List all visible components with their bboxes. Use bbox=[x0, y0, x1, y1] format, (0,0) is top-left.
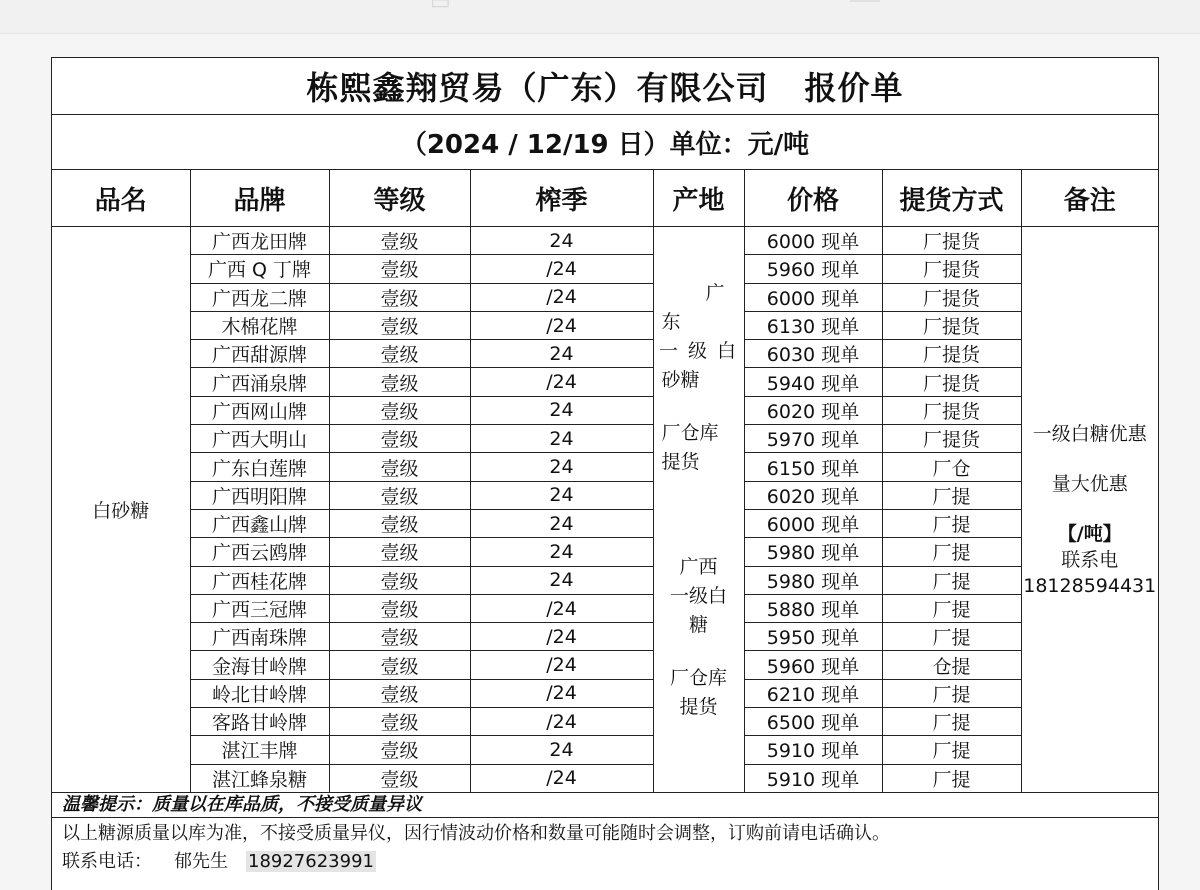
origin-line: 厂仓库 bbox=[661, 422, 719, 444]
price-cell: 6210 现单 bbox=[744, 679, 882, 707]
grade-cell: 壹级 bbox=[329, 651, 470, 679]
table-row bbox=[52, 509, 1158, 537]
season-cell: /24 bbox=[470, 255, 653, 283]
brand-cell: 广西云鸥牌 bbox=[190, 538, 329, 566]
price-cell: 6000 现单 bbox=[744, 227, 882, 255]
origin-group bbox=[654, 279, 744, 477]
column-header: 备注 bbox=[1021, 170, 1158, 227]
price-cell: 6500 现单 bbox=[744, 708, 882, 736]
warm-tip: 温馨提示：质量以在库品质，不接受质量异议 bbox=[52, 792, 1158, 818]
price-cell: 5910 现单 bbox=[744, 764, 882, 792]
origin-line bbox=[654, 395, 744, 419]
brand-cell: 客路甘岭牌 bbox=[190, 708, 329, 736]
grade-cell: 壹级 bbox=[329, 764, 470, 792]
brand-cell: 广西龙二牌 bbox=[190, 283, 329, 311]
price-cell: 5880 现单 bbox=[744, 594, 882, 622]
grade-cell: 壹级 bbox=[329, 594, 470, 622]
brand-cell: 广西三冠牌 bbox=[190, 594, 329, 622]
delivery-cell: 厂提 bbox=[882, 736, 1021, 764]
table-row bbox=[52, 708, 1158, 736]
grade-cell: 壹级 bbox=[329, 368, 470, 396]
season-cell: 24 bbox=[470, 509, 653, 537]
origin-line: 东 bbox=[661, 311, 681, 333]
contact-line bbox=[62, 848, 376, 876]
table-header-row bbox=[52, 170, 1158, 227]
price-cell: 6020 现单 bbox=[744, 396, 882, 424]
remark-contact-label: 联系电 bbox=[1061, 548, 1119, 571]
remark-discount: 一级白糖优惠 bbox=[1032, 422, 1147, 445]
brand-cell: 广西 Q 丁牌 bbox=[190, 255, 329, 283]
viewer-top-bar bbox=[0, 0, 1200, 34]
table-row bbox=[52, 594, 1158, 622]
origin-line: 砂糖 bbox=[661, 369, 700, 391]
table-row bbox=[52, 764, 1158, 792]
column-header: 提货方式 bbox=[882, 170, 1021, 227]
price-cell: 6000 现单 bbox=[744, 283, 882, 311]
delivery-cell: 厂提货 bbox=[882, 311, 1021, 339]
origin-line: 一 级 白 bbox=[658, 340, 739, 362]
brand-cell: 广西鑫山牌 bbox=[190, 509, 329, 537]
brand-cell: 广西龙田牌 bbox=[190, 227, 329, 255]
grade-cell: 壹级 bbox=[329, 453, 470, 481]
column-header: 产地 bbox=[653, 170, 744, 227]
season-cell: /24 bbox=[470, 679, 653, 707]
delivery-cell: 厂提 bbox=[882, 538, 1021, 566]
delivery-cell: 厂提 bbox=[882, 623, 1021, 651]
origin-line: 广西 bbox=[679, 556, 718, 578]
contact-label: 联系电话： bbox=[62, 851, 152, 872]
price-cell: 5980 现单 bbox=[744, 538, 882, 566]
origin-line: 糖 bbox=[688, 614, 708, 636]
grade-cell: 壹级 bbox=[329, 255, 470, 283]
company-name: 栋熙鑫翔贸易（广东）有限公司 bbox=[306, 69, 769, 107]
grade-cell: 壹级 bbox=[329, 396, 470, 424]
delivery-cell: 厂提 bbox=[882, 679, 1021, 707]
season-cell: 24 bbox=[470, 481, 653, 509]
table-row bbox=[52, 481, 1158, 509]
grade-cell: 壹级 bbox=[329, 623, 470, 651]
origin-line: 提货 bbox=[661, 451, 700, 473]
season-cell: 24 bbox=[470, 538, 653, 566]
price-table bbox=[52, 170, 1158, 793]
table-row bbox=[52, 255, 1158, 283]
price-cell: 5950 现单 bbox=[744, 623, 882, 651]
brand-cell: 湛江丰牌 bbox=[190, 736, 329, 764]
delivery-cell: 厂提货 bbox=[882, 255, 1021, 283]
grade-cell: 壹级 bbox=[329, 340, 470, 368]
remark-unit: 【/吨】 bbox=[1057, 522, 1122, 545]
brand-cell: 金海甘岭牌 bbox=[190, 651, 329, 679]
contact-name: 郁先生 bbox=[174, 851, 228, 872]
footer-note: 以上糖源质量以库为准，不接受质量异仪，因行情波动价格和数量可能随时会调整，订购前请电话确认。 bbox=[62, 823, 890, 844]
grade-cell: 壹级 bbox=[329, 509, 470, 537]
origin-line: 一级白 bbox=[669, 585, 727, 607]
table-row bbox=[52, 566, 1158, 594]
document-title bbox=[52, 58, 1158, 115]
column-header: 价格 bbox=[744, 170, 882, 227]
delivery-cell: 厂提货 bbox=[882, 340, 1021, 368]
season-cell: 24 bbox=[470, 736, 653, 764]
grade-cell: 壹级 bbox=[329, 311, 470, 339]
document-subtitle: （2024 / 12/19 日）单位：元/吨 bbox=[52, 115, 1158, 170]
season-cell: 24 bbox=[470, 340, 653, 368]
table-row bbox=[52, 283, 1158, 311]
table-row bbox=[52, 651, 1158, 679]
table-row bbox=[52, 736, 1158, 764]
delivery-cell: 厂提货 bbox=[882, 396, 1021, 424]
column-header: 品名 bbox=[52, 170, 190, 227]
grade-cell: 壹级 bbox=[329, 227, 470, 255]
delivery-cell: 厂提货 bbox=[882, 227, 1021, 255]
table-row bbox=[52, 368, 1158, 396]
price-cell: 5910 现单 bbox=[744, 736, 882, 764]
origin-line: 广 bbox=[705, 282, 725, 304]
season-cell: /24 bbox=[470, 283, 653, 311]
price-cell: 5970 现单 bbox=[744, 425, 882, 453]
season-cell: /24 bbox=[470, 651, 653, 679]
table-row bbox=[52, 453, 1158, 481]
season-cell: 24 bbox=[470, 453, 653, 481]
origin-cell bbox=[653, 227, 744, 793]
brand-cell: 广西涌泉牌 bbox=[190, 368, 329, 396]
grade-cell: 壹级 bbox=[329, 283, 470, 311]
faded-toolbar-ghost: ▭ bbox=[430, 0, 451, 15]
table-row bbox=[52, 227, 1158, 255]
remarks-cell bbox=[1021, 227, 1158, 793]
season-cell: /24 bbox=[470, 311, 653, 339]
origin-group bbox=[654, 553, 744, 722]
document-type: 报价单 bbox=[804, 69, 904, 107]
delivery-cell: 厂提货 bbox=[882, 425, 1021, 453]
price-cell: 5940 现单 bbox=[744, 368, 882, 396]
brand-cell: 广西网山牌 bbox=[190, 396, 329, 424]
delivery-cell: 厂提 bbox=[882, 481, 1021, 509]
brand-cell: 广东白莲牌 bbox=[190, 453, 329, 481]
delivery-cell: 厂提货 bbox=[882, 283, 1021, 311]
grade-cell: 壹级 bbox=[329, 679, 470, 707]
delivery-cell: 厂提 bbox=[882, 566, 1021, 594]
quote-sheet bbox=[51, 57, 1159, 890]
price-cell: 5980 现单 bbox=[744, 566, 882, 594]
brand-cell: 湛江蜂泉糖 bbox=[190, 764, 329, 792]
season-cell: 24 bbox=[470, 396, 653, 424]
origin-line: 厂仓库 bbox=[669, 667, 727, 689]
season-cell: /24 bbox=[470, 368, 653, 396]
delivery-cell: 厂提货 bbox=[882, 368, 1021, 396]
grade-cell: 壹级 bbox=[329, 566, 470, 594]
price-cell: 5960 现单 bbox=[744, 651, 882, 679]
brand-cell: 广西桂花牌 bbox=[190, 566, 329, 594]
contact-phone[interactable]: 18927623991 bbox=[248, 851, 374, 872]
grade-cell: 壹级 bbox=[329, 481, 470, 509]
grade-cell: 壹级 bbox=[329, 425, 470, 453]
remark-phone: 18128594431 bbox=[1023, 574, 1157, 597]
column-header: 榨季 bbox=[470, 170, 653, 227]
season-cell: /24 bbox=[470, 708, 653, 736]
delivery-cell: 厂提 bbox=[882, 708, 1021, 736]
delivery-cell: 厂提 bbox=[882, 509, 1021, 537]
remark-bulk: 量大优惠 bbox=[1051, 472, 1128, 495]
table-row bbox=[52, 538, 1158, 566]
brand-cell: 广西大明山 bbox=[190, 425, 329, 453]
season-cell: 24 bbox=[470, 425, 653, 453]
table-row bbox=[52, 425, 1158, 453]
delivery-cell: 厂仓 bbox=[882, 453, 1021, 481]
grade-cell: 壹级 bbox=[329, 538, 470, 566]
price-cell: 6030 现单 bbox=[744, 340, 882, 368]
column-header: 等级 bbox=[329, 170, 470, 227]
price-cell: 6020 现单 bbox=[744, 481, 882, 509]
delivery-cell: 厂提 bbox=[882, 594, 1021, 622]
season-cell: 24 bbox=[470, 566, 653, 594]
table-row bbox=[52, 340, 1158, 368]
brand-cell: 广西明阳牌 bbox=[190, 481, 329, 509]
season-cell: /24 bbox=[470, 594, 653, 622]
brand-cell: 岭北甘岭牌 bbox=[190, 679, 329, 707]
grade-cell: 壹级 bbox=[329, 708, 470, 736]
season-cell: /24 bbox=[470, 764, 653, 792]
delivery-cell: 仓提 bbox=[882, 651, 1021, 679]
price-cell: 6150 现单 bbox=[744, 453, 882, 481]
table-row bbox=[52, 679, 1158, 707]
table-row bbox=[52, 396, 1158, 424]
origin-line: 提货 bbox=[679, 696, 718, 718]
origin-line bbox=[654, 640, 744, 664]
table-row bbox=[52, 623, 1158, 651]
price-cell: 6000 现单 bbox=[744, 509, 882, 537]
brand-cell: 广西南珠牌 bbox=[190, 623, 329, 651]
brand-cell: 广西甜源牌 bbox=[190, 340, 329, 368]
column-header: 品牌 bbox=[190, 170, 329, 227]
brand-cell: 木棉花牌 bbox=[190, 311, 329, 339]
delivery-cell: 厂提 bbox=[882, 764, 1021, 792]
price-cell: 6130 现单 bbox=[744, 311, 882, 339]
price-cell: 5960 现单 bbox=[744, 255, 882, 283]
season-cell: /24 bbox=[470, 623, 653, 651]
product-name-cell: 白砂糖 bbox=[52, 227, 190, 793]
faded-toolbar-ghost-2 bbox=[850, 0, 880, 2]
grade-cell: 壹级 bbox=[329, 736, 470, 764]
table-row bbox=[52, 311, 1158, 339]
season-cell: 24 bbox=[470, 227, 653, 255]
